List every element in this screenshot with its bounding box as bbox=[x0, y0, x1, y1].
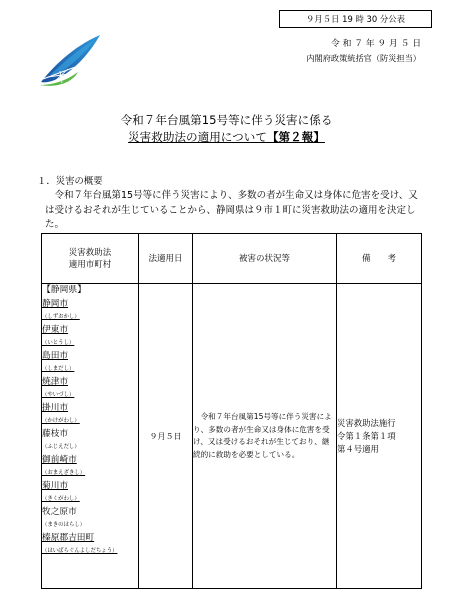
municipality-name: 御前崎市 bbox=[42, 455, 77, 465]
municipality-name: 静岡市 bbox=[42, 299, 69, 309]
list-item bbox=[42, 505, 138, 531]
list-item bbox=[42, 297, 138, 323]
list-item bbox=[42, 479, 138, 505]
municipality-reading: （はいばらぐんよしだちょう） bbox=[42, 548, 118, 554]
issuer: 内閣府政策統括官（防災担当） bbox=[306, 53, 421, 63]
list-item bbox=[42, 531, 138, 557]
municipality-reading: （まきのはらし） bbox=[42, 522, 86, 528]
municipality-name: 牧之原市 bbox=[42, 507, 77, 517]
table-row bbox=[42, 284, 422, 589]
municipality-reading: （いとうし） bbox=[42, 340, 75, 346]
report-number: 【第２報】 bbox=[266, 130, 325, 144]
municipality-name: 榛原郡吉田町 bbox=[42, 533, 95, 543]
release-notice-box: ９月５日 19 時 30 分公表 bbox=[279, 10, 432, 28]
remarks-cell bbox=[337, 284, 422, 589]
title-main: 災害救助法の適用について bbox=[128, 130, 267, 144]
list-item bbox=[42, 453, 138, 479]
title-line-1: 令和７年台風第15号等に伴う災害に係る bbox=[120, 113, 333, 127]
section-body: 令和７年台風第15号等に伴う災害により、多数の者が生命又は身体に危害を受け、又は受けるおそれが生じていることから、静岡県は９市１町に災害救助法の適用を決定した。 bbox=[45, 190, 418, 230]
damage-status-cell: 令和７年台風第15号等に伴う災害により、多数の者が生命又は身体に危害を受け、又は受けるおそれが生じており、継続的に救助を必要としている。 bbox=[193, 284, 337, 589]
municipality-name: 島田市 bbox=[42, 351, 69, 361]
page-title bbox=[0, 112, 453, 146]
list-item bbox=[42, 349, 138, 375]
table-header-damage: 被害の状況等 bbox=[193, 234, 337, 284]
remarks-text: 災害救助法施行令第１条第１項第４号適用 bbox=[337, 417, 396, 454]
application-table bbox=[41, 233, 422, 589]
list-item bbox=[42, 375, 138, 401]
municipality-reading: （きくがわし） bbox=[42, 496, 80, 502]
municipalities-cell bbox=[42, 284, 139, 589]
application-date-cell: ９月５日 bbox=[139, 284, 193, 589]
table-header-municipalities: 災害救助法 適用市町村 bbox=[42, 234, 139, 284]
municipality-name: 菊川市 bbox=[42, 481, 69, 491]
municipality-reading: （やいづし） bbox=[42, 392, 75, 398]
list-item bbox=[42, 427, 138, 453]
municipality-name: 掛川市 bbox=[42, 403, 69, 413]
municipality-reading: （ふじえだし） bbox=[42, 444, 80, 450]
disaster-management-logo-icon bbox=[38, 33, 102, 87]
title-line-2 bbox=[0, 129, 453, 146]
list-item bbox=[42, 401, 138, 427]
municipality-reading: （しずおかし） bbox=[42, 314, 80, 320]
municipality-list bbox=[42, 297, 138, 557]
table-header-row bbox=[42, 234, 422, 284]
municipality-reading: （かけがわし） bbox=[42, 418, 80, 424]
list-item bbox=[42, 323, 138, 349]
municipality-reading: （しまだし） bbox=[42, 366, 75, 372]
table-header-remarks: 備 考 bbox=[337, 234, 422, 284]
municipality-name: 伊東市 bbox=[42, 325, 69, 335]
section-heading: １．災害の概要 bbox=[37, 176, 103, 187]
table-header-date: 法適用日 bbox=[139, 234, 193, 284]
municipality-name: 焼津市 bbox=[42, 377, 69, 387]
municipality-name: 藤枝市 bbox=[42, 429, 69, 439]
document-date: 令 和 ７ 年 ９ 月 ５ 日 bbox=[331, 39, 421, 49]
prefecture-label: 【静岡県】 bbox=[42, 285, 86, 295]
municipality-reading: （おまえざきし） bbox=[42, 470, 86, 476]
